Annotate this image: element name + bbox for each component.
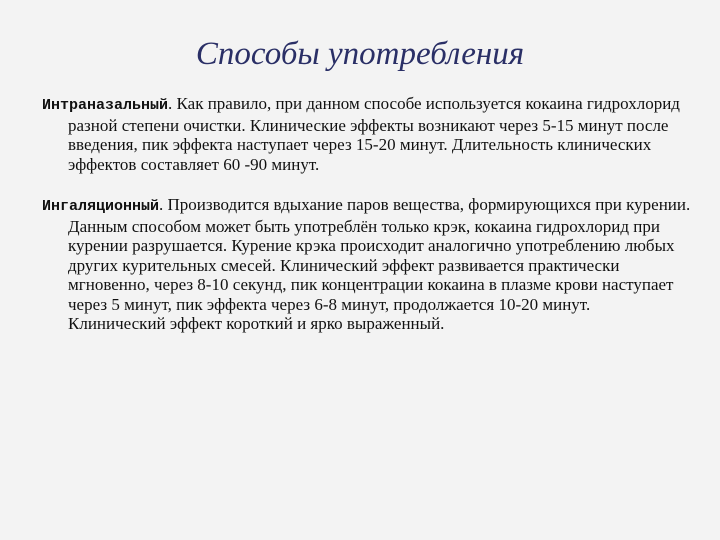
term-intranasal: Интраназальный xyxy=(42,97,169,114)
slide-title: Способы употребления xyxy=(195,36,525,72)
paragraph-inhalation xyxy=(42,195,692,334)
paragraph-inhalation-text: . Производится вдыхание паров вещества, формирующихся при курении. Данным способом может быть употреблён только крэк, кокаина гидрохлорид при курении разрушается. Курение крэка происходит аналогично употреблению любых других курительных смесей. Клинический эффект развивается практически мгновенно, через 8-10 секунд, пик концентрации кокаина в плазме крови наступает через 5 минут, пик эффекта через 6-8 минут, продолжается 10-20 минут. Клинический эффект короткий и ярко выраженный. xyxy=(68,195,691,333)
term-inhalation: Ингаляционный xyxy=(42,198,160,215)
paragraph-intranasal xyxy=(42,94,692,174)
slide-body xyxy=(42,94,692,334)
paragraph-intranasal-text: . Как правило, при данном способе используется кокаина гидрохлорид разной степени очистки. Клинические эффекты возникают через 5-15 минут после введения, пик эффекта наступает через 15-20 минут. Длительность клинических эффектов составляет 60 -90 минут. xyxy=(68,94,680,174)
